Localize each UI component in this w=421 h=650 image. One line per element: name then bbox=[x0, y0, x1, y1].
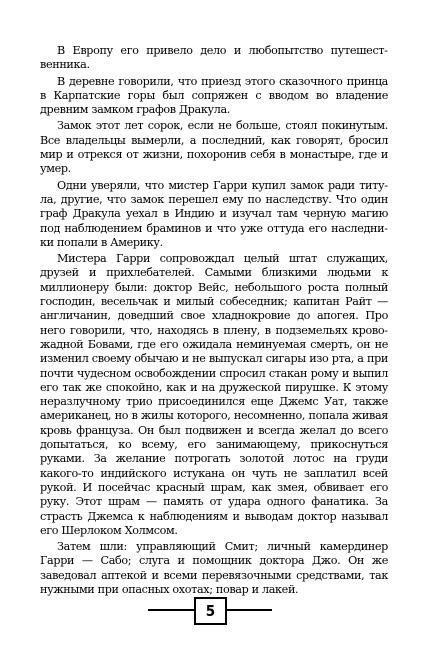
body-text bbox=[40, 44, 388, 599]
paragraph-5: Мистера Гарри сопровождал целый штат служащих, друзей и прихлебателей. Самыми близкими людьми к миллионеру были: доктор Вейс, небольшого роста полный господин, весельчак и милый собеседник; капитан Райт — англичанин, доведший свое хладнокровие до апогея. Про него говорили, что, находясь в плену, в подземельях кровожадной Бовами, где его ожидала неминуемая смерть, он не изменил своему обычаю и не выпускал сигары изо рта, а при почти чудесном освобождении спросил стакан рому и выпил его так же спокойно, как и на дружеской пирушке. К этому неразлучному трио присоединился еще Джемс Уат, также американец, но в жилы которого, несомненно, попала живая кровь француза. Он был подвижен и всегда желал до всего допытаться, ко всему, его занимающему, прикоснуться руками. За желание потрогать золотой лотос на груди какого-то индийского истукана он чуть не заплатил всей рукой. И посейчас красный шрам, как змея, обвивает его руку. Этот шрам — память от удара одного фанатика. За страсть Джемса к наблюдениям и выводам доктор называл его Шерлоком Холмсом. bbox=[40, 252, 388, 537]
paragraph-6: Затем шли: управляющий Смит; личный камердинер Гарри — Сабо; слуга и помощник доктора Джо. Он же заведовал аптекой и всеми перевязочными средствами, так нужными при опасных охотах; повар и лакей. bbox=[40, 540, 388, 596]
paragraph-1: В Европу его привело дело и любопытство путешественника. bbox=[40, 44, 388, 72]
paragraph-3: Замок этот лет сорок, если не больше, стоял покинутым. Все владельцы вымерли, а последний, как говорят, бросил мир и отрекся от жизни, похоронив себя в монастыре, где и умер. bbox=[40, 119, 388, 176]
footer-rule-left bbox=[148, 609, 194, 611]
footer-rule-right bbox=[225, 609, 272, 611]
page-number: 5 bbox=[194, 597, 227, 625]
paragraph-4: Одни уверяли, что мистер Гарри купил замок ради титула, другие, что замок перешел ему по наследству. Что один граф Дракула уехал в Индию и изучал там черную магию под наблюдением браминов и что уже оттуда его наследники попали в Америку. bbox=[40, 178, 388, 249]
paragraph-2: В деревне говорили, что приезд этого сказочного принца в Карпатские горы был сопряжен с вводом во владение древним замком графов Дракула. bbox=[40, 74, 388, 117]
page-footer bbox=[0, 596, 421, 624]
